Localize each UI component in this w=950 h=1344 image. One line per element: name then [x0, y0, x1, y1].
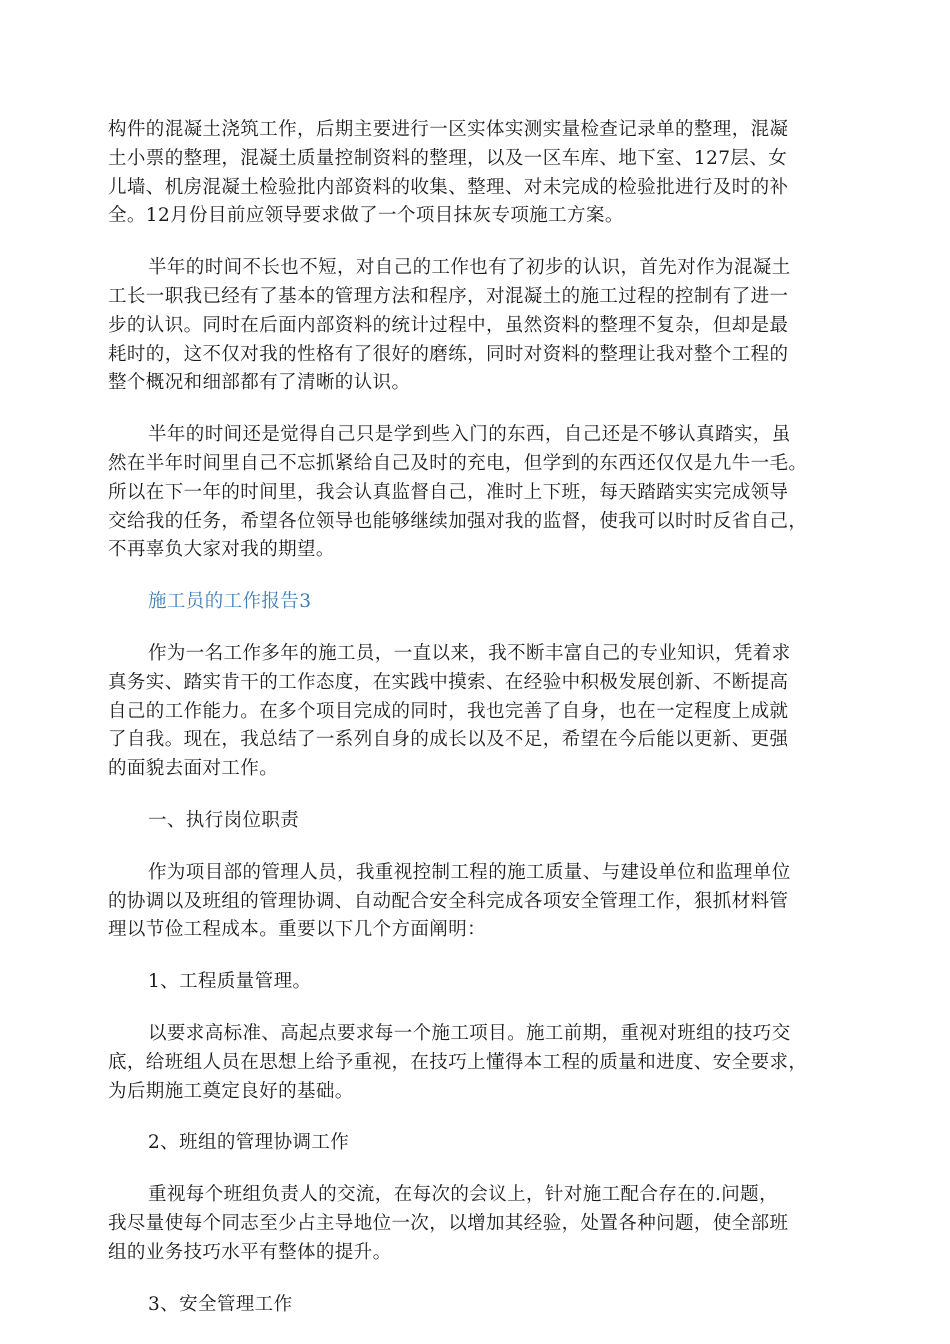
- text-line: 所以在下一年的时间里，我会认真监督自己，准时上下班，每天踏踏实实完成领导: [108, 481, 789, 503]
- text-line: 以要求高标准、高起点要求每一个施工项目。施工前期，重视对班组的技巧交: [148, 1022, 791, 1044]
- text-line: 了自我。现在，我总结了一系列自身的成长以及不足，希望在今后能以更新、更强: [108, 729, 789, 751]
- text-line: 的协调以及班组的管理协调、自动配合安全科完成各项安全管理工作，狠抓材料管: [108, 890, 789, 912]
- text-line: 全。12月份目前应领导要求做了一个项目抹灰专项施工方案。: [108, 205, 624, 227]
- text-line: 理以节俭工程成本。重要以下几个方面阐明：: [108, 919, 487, 941]
- text-line: 作为一名工作多年的施工员，一直以来，我不断丰富自己的专业知识，凭着求: [148, 642, 791, 664]
- paragraph-quality: [108, 1020, 844, 1106]
- paragraph-duties: [108, 859, 844, 945]
- text-line: 为后期施工奠定良好的基础。: [108, 1080, 354, 1102]
- subheading-team-coordination: 2、班组的管理协调工作: [148, 1132, 350, 1154]
- text-line: 半年的时间不长也不短，对自己的工作也有了初步的认识，首先对作为混凝土: [148, 257, 791, 279]
- text-line: 我尽量使每个同志至少占主导地位一次，以增加其经验，处置各种问题，使全部班: [108, 1212, 789, 1234]
- paragraph-intro: [108, 640, 844, 784]
- subheading-safety: 3、安全管理工作: [148, 1293, 293, 1315]
- text-line: 土小票的整理，混凝土质量控制资料的整理，以及一区车库、地下室、127层、女: [108, 147, 788, 169]
- text-line: 作为项目部的管理人员，我重视控制工程的施工质量、与建设单位和监理单位: [148, 861, 791, 883]
- text-line: 然在半年时间里自己不忘抓紧给自己及时的充电，但学到的东西还仅仅是九牛一毛。: [108, 452, 808, 474]
- document-page: [108, 116, 844, 1342]
- text-line: 的面貌去面对工作。: [108, 758, 279, 780]
- subheading-duties: 一、执行岗位职责: [148, 809, 300, 831]
- text-line: 工长一职我已经有了基本的管理方法和程序，对混凝土的施工过程的控制有了进一: [108, 285, 789, 307]
- text-line: 构件的混凝土浇筑工作，后期主要进行一区实体实测实量检查记录单的整理，混凝: [108, 119, 789, 140]
- text-line: 不再辜负大家对我的期望。: [108, 539, 335, 561]
- text-line: 自己的工作能力。在多个项目完成的同时，我也完善了自身，也在一定程度上成就: [108, 700, 789, 722]
- paragraph-half-year-understanding: [108, 254, 844, 398]
- section-heading: 施工员的工作报告3: [148, 591, 312, 613]
- text-line: 重视每个班组负责人的交流，在每次的会议上，针对施工配合存在的.问题，: [148, 1184, 778, 1206]
- paragraph-team-coordination: [108, 1181, 844, 1267]
- text-line: 交给我的任务，希望各位领导也能够继续加强对我的监督，使我可以时时反省自己，: [108, 510, 808, 532]
- text-line: 真务实、踏实肯干的工作态度，在实践中摸索、在经验中积极发展创新、不断提高: [108, 671, 789, 693]
- text-line: 组的业务技巧水平有整体的提升。: [108, 1241, 392, 1263]
- text-line: 底，给班组人员在思想上给予重视，在技巧上懂得本工程的质量和进度、安全要求，: [108, 1051, 808, 1073]
- text-line: 步的认识。同时在后面内部资料的统计过程中，虽然资料的整理不复杂，但却是最: [108, 314, 789, 336]
- subheading-quality: 1、工程质量管理。: [148, 971, 312, 993]
- text-line: 整个概况和细部都有了清晰的认识。: [108, 372, 411, 394]
- paragraph-half-year-reflection: [108, 421, 844, 565]
- paragraph-concrete-work: [108, 116, 844, 231]
- text-line: 儿墙、机房混凝土检验批内部资料的收集、整理、对未完成的检验批进行及时的补: [108, 176, 789, 198]
- text-line: 半年的时间还是觉得自己只是学到些入门的东西，自己还是不够认真踏实，虽: [148, 424, 791, 446]
- text-line: 耗时的，这不仅对我的性格有了很好的磨练，同时对资料的整理让我对整个工程的: [108, 343, 789, 365]
